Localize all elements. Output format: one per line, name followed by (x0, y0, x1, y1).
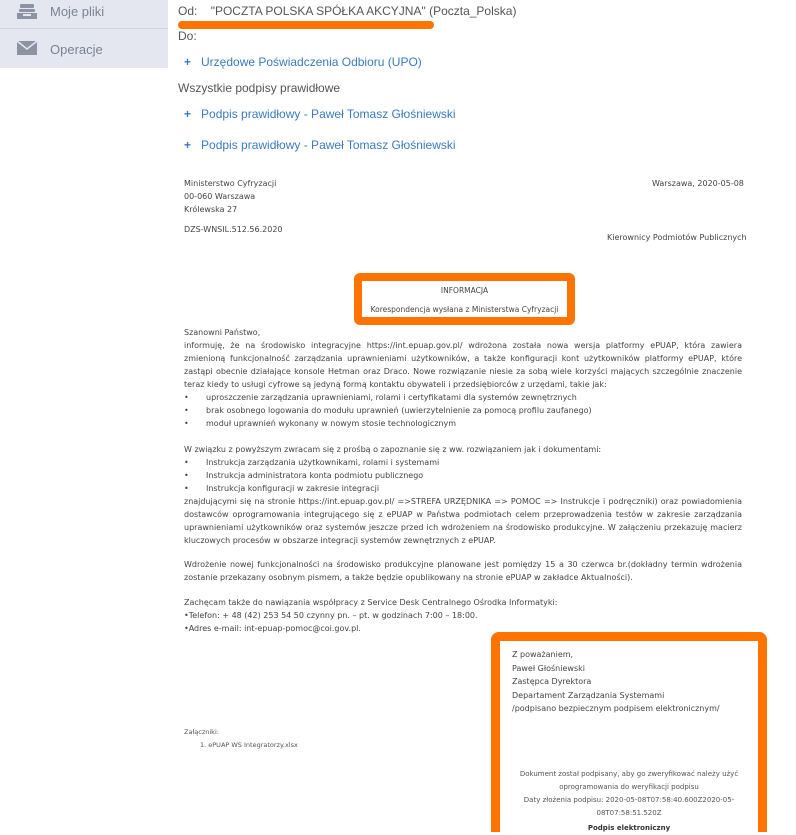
documents-list (184, 456, 439, 495)
signature-highlight-box (491, 632, 767, 832)
signature-block (512, 648, 720, 716)
plus-icon: + (184, 138, 192, 152)
bullet-icon: • (184, 393, 189, 402)
greeting: Szanowni Państwo, (184, 328, 261, 337)
signatures-title: Wszystkie podpisy prawidłowe (178, 81, 341, 95)
signature-link-1[interactable] (184, 107, 456, 121)
from-field (178, 4, 516, 18)
signature-link-2[interactable] (184, 138, 456, 152)
sidebar-item-label: Operacje (50, 41, 103, 57)
paragraph-intro (184, 326, 742, 391)
paragraph-2: W związku z powyższym zwracam się z prośbą o zapoznanie się z ww. rozwiązaniem jak i dokumentami: (184, 445, 602, 454)
list-item: • brak osobnego logowania do modułu uprawnień (uwierzytelnienie za pomocą profilu zaufanego) (184, 406, 592, 415)
signature-footer: Podpis elektroniczny (587, 824, 671, 832)
contact-email: •Adres e-mail: int-epuap-pomoc@coi.gov.pl. (184, 624, 361, 633)
info-title: INFORMACJA (440, 286, 489, 295)
list-item: • moduł uprawnień wykonany w nowym stosie technologicznym (184, 419, 457, 428)
list-item: • Instrukcja zarządzania użytkownikami, rolami i systemami (184, 458, 440, 467)
contact-section (184, 596, 742, 635)
verify-text: Dokument został podpisany, aby go zweryfikować należy użyć oprogramowania do weryfikacji podpisu (519, 770, 739, 791)
from-label: Od: (178, 4, 198, 18)
reference-number: DZS-WNSIL.512.56.2020 (184, 225, 283, 234)
plus-icon: + (184, 107, 192, 121)
benefits-list (184, 391, 592, 430)
sidebar-item-operacje[interactable] (0, 30, 168, 68)
signature-verification (500, 768, 758, 835)
signature-link-label: Podpis prawidłowy - Paweł Tomasz Głośniewski (201, 107, 456, 121)
sidebar (0, 0, 168, 68)
from-value: "POCZTA POLSKA SPÓŁKA AKCYJNA" (Poczta_Polska) (210, 4, 517, 18)
to-label: Do: (178, 29, 197, 43)
bullet-icon: • (184, 471, 189, 480)
bullet-icon: • (184, 484, 189, 493)
signature-link-label: Podpis prawidłowy - Paweł Tomasz Głośniewski (201, 138, 456, 152)
paragraph-3: znajdującymi się na stronie https://int.epuap.gov.pl/ =>STREFA URZĘDNIKA => POMOC => Instrukcje i podręczniki) oraz powiadomienia dostawców oprogramowania integrującego się z ePUAP w Państwa podmiotach celem przeprowadzenia testów w zakresie zarządzania uprawnieniami użytkowników oraz systemów jeszcze przed ich wdrożeniem na środowisko produkcyjne. W załączeniu przekazuję macierz kluczowych procesów w obszarze integracji systemów zewnętrznych z ePUAP. (184, 497, 742, 545)
place-date: Warszawa, 2020-05-08 (652, 179, 744, 188)
sign-dates: Daty złożenia podpisu: 2020-05-08T07:58:40.600Z2020-05-08T07:58:51.520Z (523, 796, 735, 817)
addressee: Kierownicy Podmiotów Publicznych (607, 233, 747, 242)
attachment-item[interactable]: 1. ePUAP WS Integratorzy.xlsx (200, 741, 298, 749)
inbox-tray-icon (17, 4, 37, 20)
sender-line: 00-060 Warszawa (184, 192, 256, 201)
list-item: • uproszczenie zarządzania uprawnieniami, rolami i certyfikatami dla systemów zewnętrznych (184, 393, 577, 402)
list-item: • Instrukcja administratora konta podmiotu publicznego (184, 471, 424, 480)
info-highlight-box (354, 273, 575, 325)
closing: Z poważaniem, (512, 650, 574, 659)
paragraph-4: Wdrożenie nowej funkcjonalności na środowisko produkcyjne planowane jest pomiędzy 15 a 30 czerwca br.(dokładny termin wdrożenia zostanie przekazany osobnym pismem, a także będzie opublikowany na stronie ePUAP w zakładce Aktualności). (184, 560, 742, 582)
upo-link-label: Urzędowe Poświadczenia Odbioru (UPO) (201, 55, 422, 69)
list-item: • Instrukcja konfiguracji w zakresie integracji (184, 484, 380, 493)
envelope-icon (17, 41, 37, 57)
bullet-icon: • (184, 419, 189, 428)
upo-link[interactable] (184, 55, 422, 69)
contact-phone: •Telefon: + 48 (42) 253 54 50 czynny pn. – pt. w godzinach 7:00 – 18:00. (184, 611, 478, 620)
info-subtitle: Korespondencja wysłana z Ministerstwa Cyfryzacji (370, 305, 559, 314)
highlight-underline (178, 21, 434, 29)
paragraph-1: informuję, że na środowisko integracyjne https://int.epuap.gov.pl/ wdrożona została nowa wersja platformy ePUAP, która zawiera zmienioną funkcjonalność zarządzania uprawnieniami użytkowników, a także konfiguracji kont użytkowników platformy ePUAP, które zastąpi obecnie działające konsole Hetman oraz Draco. Nowe rozwiązanie niesie za sobą wiele korzyści mających szczególnie znaczenie teraz kiedy to usługi cyfrowe są jedyną formą kontaktu obywateli i przedsiębiorców z urzędami, takie jak: (184, 341, 742, 389)
plus-icon: + (184, 55, 192, 69)
sender-address (184, 177, 276, 216)
signer-name: Paweł Głośniewski (512, 663, 585, 673)
bullet-icon: • (184, 406, 189, 415)
signer-title: Zastępca Dyrektora (512, 677, 592, 686)
sidebar-item-label: Moje pliki (50, 4, 105, 19)
attachments-section (184, 726, 298, 752)
signer-department: Departament Zarządzania Systemami (512, 690, 665, 700)
bullet-icon: • (184, 458, 189, 467)
signed-note: /podpisano bezpiecznym podpisem elektronicznym/ (512, 704, 720, 713)
attachments-label: Załączniki: (184, 728, 219, 736)
sidebar-item-moje-pliki[interactable] (0, 0, 168, 29)
sender-line: Królewska 27 (184, 205, 238, 214)
contact-intro: Zachęcam także do nawiązania współpracy z Service Desk Centralnego Ośrodka Informatyki: (184, 598, 558, 607)
sender-line: Ministerstwo Cyfryzacji (184, 179, 277, 188)
